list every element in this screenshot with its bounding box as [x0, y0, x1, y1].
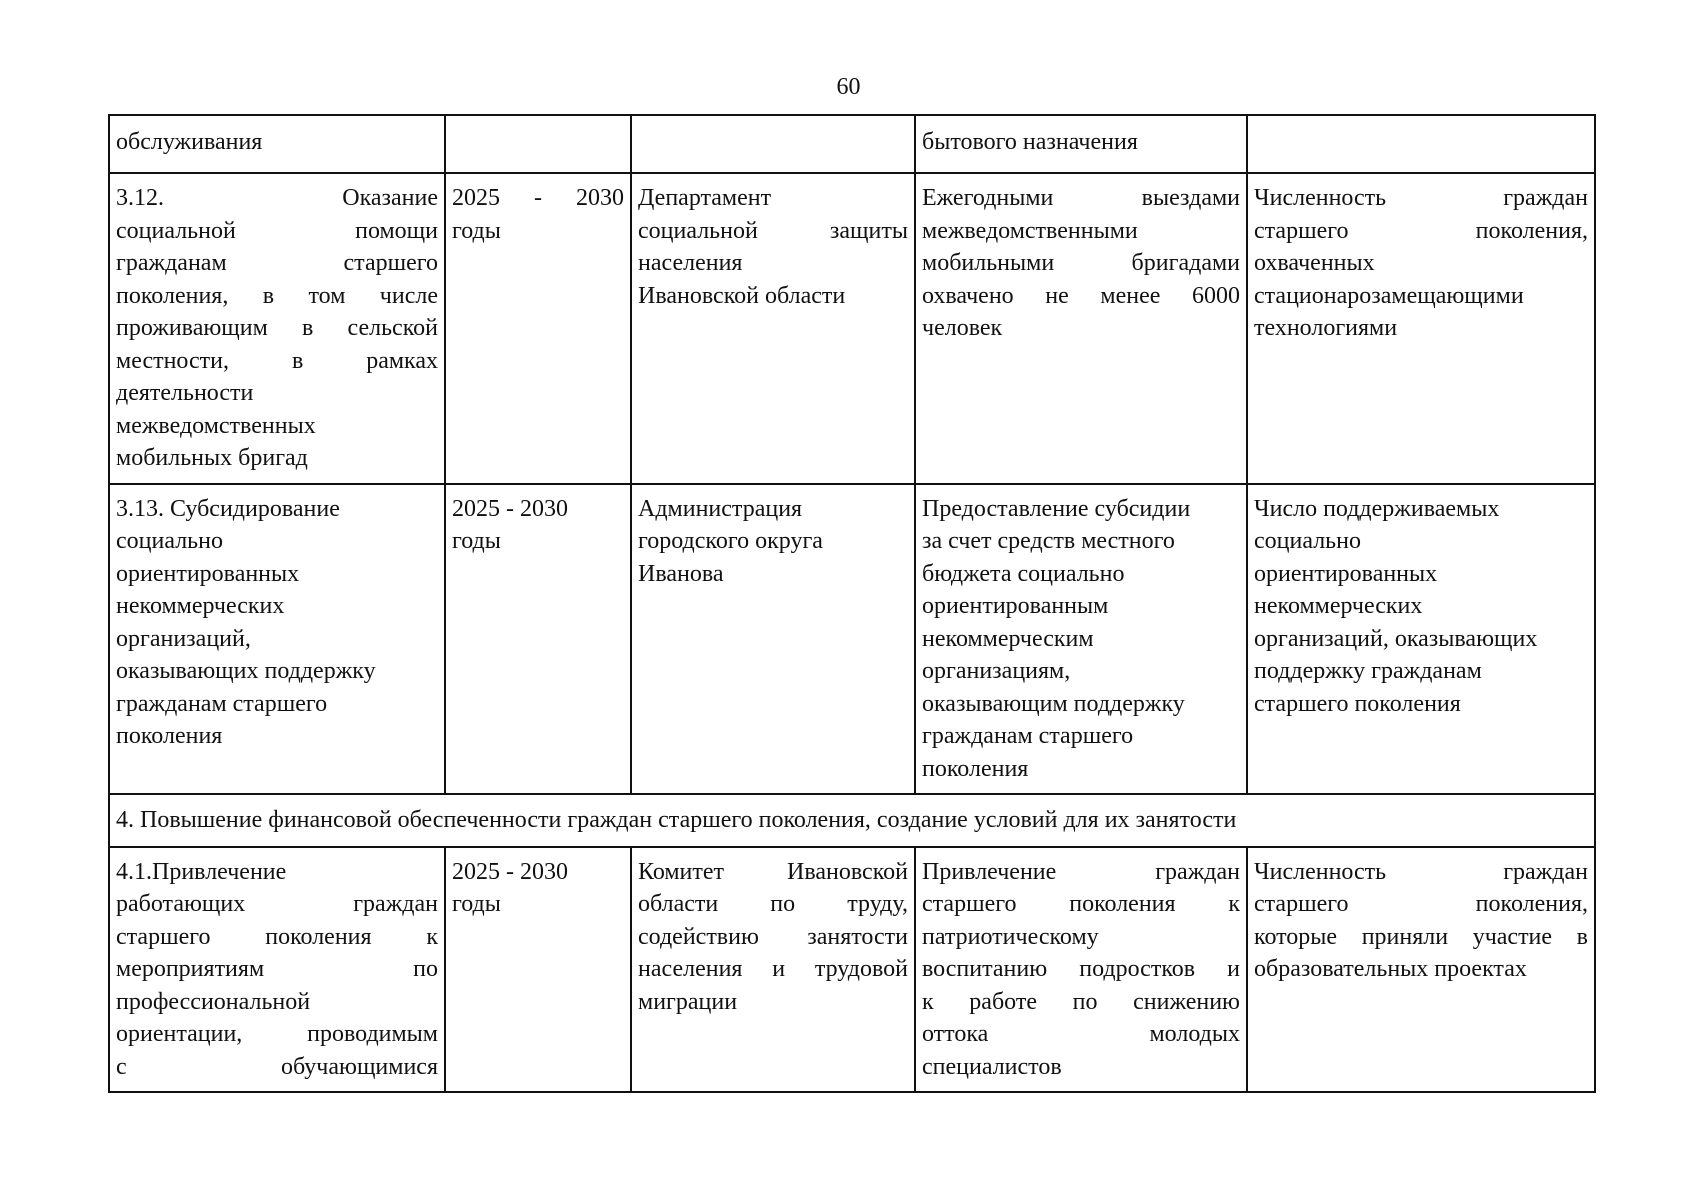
line: 3.13. Субсидирование	[116, 495, 340, 522]
line: ориентированным	[922, 593, 1109, 619]
cell-result	[915, 173, 1247, 484]
line: к работе по снижению	[922, 988, 1240, 1015]
line: гражданам старшего	[922, 723, 1134, 749]
line: стационарозамещающими	[1254, 282, 1524, 309]
line: мобильных бригад	[116, 445, 308, 471]
line: оттока молодых	[922, 1021, 1240, 1047]
line: годы	[452, 528, 501, 554]
line: поколения, в том числе	[116, 282, 438, 309]
line: содействию занятости	[638, 923, 908, 950]
line: гражданам старшего	[116, 690, 328, 717]
line: социальной помощи	[116, 217, 438, 244]
line: местности, в рамках	[116, 347, 438, 374]
line: ориентированных	[116, 560, 300, 587]
section-heading-row	[109, 794, 1595, 847]
line: некоммерческих	[116, 593, 285, 619]
cell-result	[915, 847, 1247, 1093]
line: специалистов	[922, 1053, 1062, 1080]
table-row-4-1	[109, 847, 1595, 1093]
line: мероприятиям по	[116, 956, 438, 982]
line: организаций, оказывающих	[1254, 625, 1538, 652]
line: Численность граждан	[1254, 185, 1588, 211]
line: профессиональной	[116, 988, 311, 1015]
line: воспитанию подростков и	[922, 956, 1240, 982]
cell-period	[445, 115, 631, 173]
line: социально	[1254, 528, 1361, 554]
line: человек	[922, 315, 1003, 341]
line: Численность граждан	[1254, 858, 1588, 885]
line: миграции	[638, 988, 738, 1015]
line: годы	[452, 217, 501, 244]
cell-indicator	[1247, 847, 1595, 1093]
cell-period	[445, 484, 631, 795]
line: Ежегодными выездами	[922, 185, 1240, 211]
line: с обучающимися	[116, 1053, 438, 1080]
line: гражданам старшего	[116, 250, 438, 276]
line: Ивановской области	[638, 282, 846, 309]
line: межведомственных	[116, 412, 316, 439]
line: межведомственными	[922, 217, 1138, 244]
line: старшего поколения,	[1254, 891, 1588, 917]
line: охвачено не менее 6000	[922, 282, 1240, 309]
line: старшего поколения	[1254, 690, 1461, 717]
line: проживающим в сельской	[116, 315, 438, 341]
line: Привлечение граждан	[922, 858, 1240, 885]
line: социально	[116, 528, 223, 554]
cell-indicator	[1247, 484, 1595, 795]
cell-executor	[631, 115, 915, 173]
line: организаций,	[116, 625, 251, 652]
table-row-3-12	[109, 173, 1595, 484]
line: организациям,	[922, 658, 1071, 684]
cell-period	[445, 173, 631, 484]
line: оказывающим поддержку	[922, 690, 1185, 717]
line: технологиями	[1254, 315, 1398, 341]
line: оказывающих поддержку	[116, 658, 376, 684]
cell-indicator	[1247, 173, 1595, 484]
line: работающих граждан	[116, 891, 438, 917]
line: поддержку гражданам	[1254, 658, 1482, 684]
cell-result: бытового назначения	[915, 115, 1247, 173]
line: бюджета социально	[922, 560, 1125, 587]
cell-measure	[109, 484, 445, 795]
table-row-continuation	[109, 115, 1595, 173]
section-heading: 4. Повышение финансовой обеспеченности граждан старшего поколения, создание условий для их занятости	[109, 794, 1595, 847]
line: Предоставление субсидии	[922, 495, 1191, 522]
line: старшего поколения к	[922, 891, 1240, 917]
cell-measure	[109, 173, 445, 484]
line: годы	[452, 891, 501, 917]
measures-table	[108, 114, 1596, 1093]
table-row-3-13	[109, 484, 1595, 795]
line: мобильными бригадами	[922, 250, 1240, 276]
line: Департамент	[638, 185, 772, 211]
line: 3.12. Оказание	[116, 185, 438, 211]
line: 2025 - 2030	[452, 185, 624, 211]
cell-period	[445, 847, 631, 1093]
line: поколения	[922, 755, 1029, 782]
line: Администрация	[638, 495, 803, 522]
line: старшего поколения к	[116, 923, 438, 950]
cell-executor	[631, 847, 915, 1093]
line: некоммерческим	[922, 625, 1094, 652]
line: деятельности	[116, 380, 254, 406]
line: населения	[638, 250, 743, 276]
cell-result	[915, 484, 1247, 795]
line: городского округа	[638, 528, 823, 554]
cell-executor	[631, 484, 915, 795]
line: старшего поколения,	[1254, 217, 1588, 244]
line: 2025 - 2030	[452, 858, 568, 885]
line: некоммерческих	[1254, 593, 1423, 619]
line: поколения	[116, 723, 223, 749]
line: социальной защиты	[638, 217, 908, 244]
cell-measure: обслуживания	[109, 115, 445, 173]
line: за счет средств местного	[922, 528, 1175, 554]
line: охваченных	[1254, 250, 1375, 276]
line: населения и трудовой	[638, 956, 908, 982]
line: 4.1.Привлечение	[116, 858, 287, 885]
line: 2025 - 2030	[452, 495, 568, 522]
line: ориентированных	[1254, 560, 1438, 587]
cell-measure	[109, 847, 445, 1093]
line: области по труду,	[638, 891, 908, 917]
line: образовательных проектах	[1254, 956, 1527, 982]
line: Комитет Ивановской	[638, 858, 908, 885]
line: ориентации, проводимым	[116, 1021, 438, 1047]
page-number: 60	[836, 74, 861, 100]
line: Число поддерживаемых	[1254, 495, 1500, 522]
line: Иванова	[638, 560, 724, 587]
cell-executor	[631, 173, 915, 484]
line: которые приняли участие в	[1254, 923, 1588, 950]
line: патриотическому	[922, 923, 1099, 950]
cell-indicator	[1247, 115, 1595, 173]
